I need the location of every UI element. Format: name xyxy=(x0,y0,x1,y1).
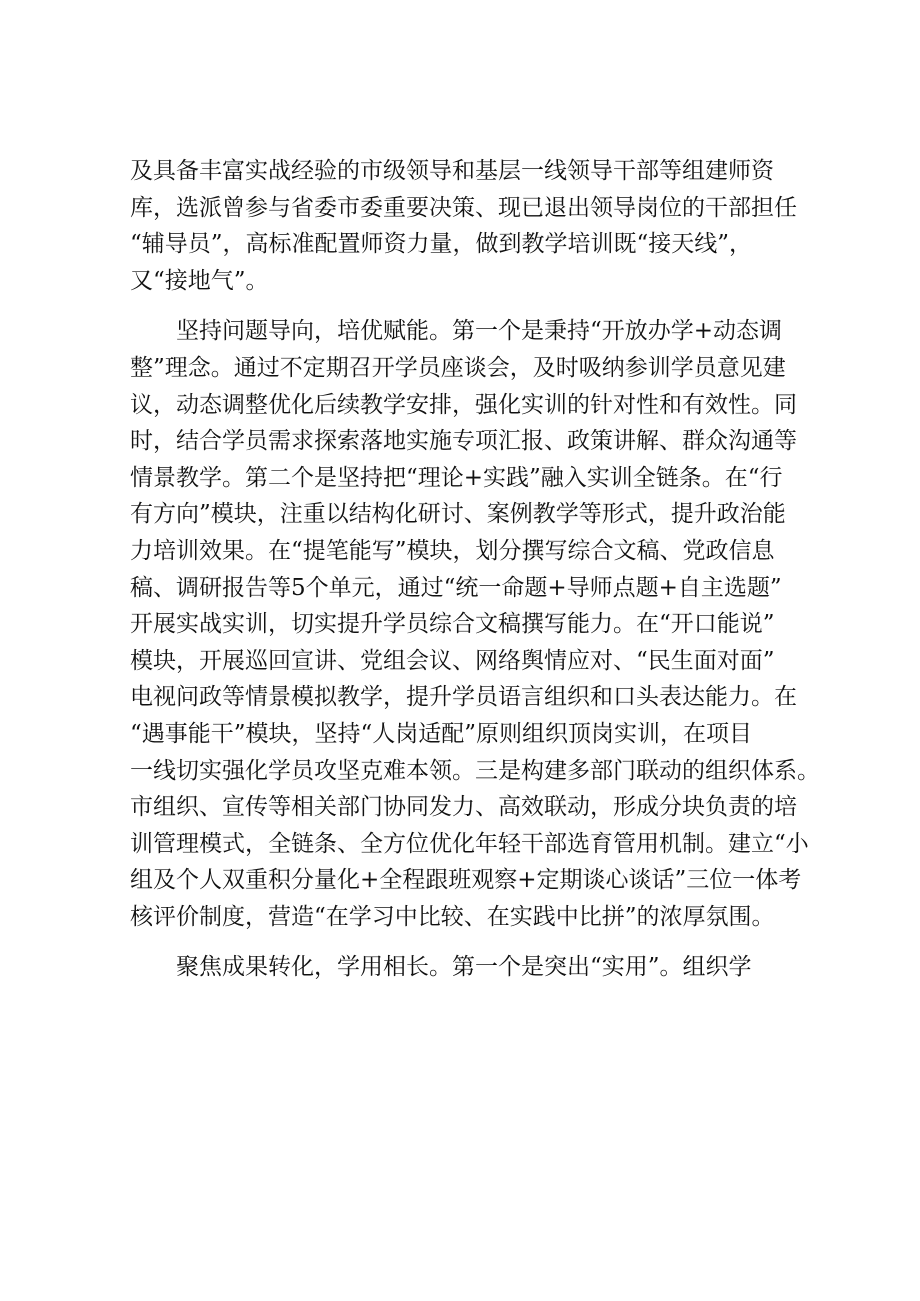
text-line: 及具备丰富实战经验的市级领导和基层一线领导干部等组建师资 xyxy=(130,158,774,184)
text-line: “辅导员”，高标准配置师资力量，做到教学培训既“接天线”， xyxy=(130,231,753,258)
text-line: 一线切实强化学员攻坚克难本领。三是构建多部门联动的组织体系。 xyxy=(130,757,820,784)
text-line: 组及个人双重积分量化+全程跟班观察+定期谈心谈话”三位一体考 xyxy=(130,867,802,894)
text-line: 库，选派曾参与省委市委重要决策、现已退出领导岗位的干部担任 xyxy=(130,194,797,221)
text-line: 核评价制度，营造“在学习中比较、在实践中比拼”的浓厚氛围。 xyxy=(130,903,775,930)
text-line: 有方向”模块，注重以结构化研讨、案例教学等形式，提升政治能 xyxy=(130,501,786,528)
text-line: 训管理模式，全链条、全方位优化年轻干部选育管用机制。建立“小 xyxy=(130,830,809,857)
text-line: 电视问政等情景模拟教学，提升学员语言组织和口头表达能力。在 xyxy=(130,684,797,711)
text-line: 整”理念。通过不定期召开学员座谈会，及时吸纳参训学员意见建 xyxy=(130,354,786,381)
paragraph-1 xyxy=(130,153,815,299)
text-line: 力培训效果。在“提笔能写”模块，划分撰写综合文稿、党政信息 xyxy=(130,537,775,564)
text-line: 开展实战实训，切实提升学员综合文稿撰写能力。在“开口能说” xyxy=(130,611,775,638)
text-line: 模块，开展巡回宣讲、党组会议、网络舆情应对、“民生面对面” xyxy=(130,647,775,674)
text-line: 情景教学。第二个是坚持把“理论+实践”融入实训全链条。在“行 xyxy=(130,464,783,491)
paragraph-3 xyxy=(130,949,815,986)
document-body xyxy=(130,153,820,986)
text-line: “遇事能干”模块，坚持“人岗适配”原则组织顶岗实训，在项目 xyxy=(130,720,753,747)
text-line: 议，动态调整优化后续教学安排，强化实训的针对性和有效性。同 xyxy=(130,391,797,418)
text-line: 坚持问题导向，培优赋能。第一个是秉持“开放办学+动态调 xyxy=(176,318,783,345)
text-line: 市组织、宣传等相关部门协同发力、高效联动，形成分块负责的培 xyxy=(130,794,797,821)
text-line: 又“接地气”。 xyxy=(130,267,269,294)
text-line: 聚焦成果转化，学用相长。第一个是突出“实用”。组织学 xyxy=(176,954,752,981)
text-line: 时，结合学员需求探索落地实施专项汇报、政策讲解、群众沟通等 xyxy=(130,428,797,455)
paragraph-2 xyxy=(130,313,820,935)
text-line: 稿、调研报告等5个单元，通过“统一命题+导师点题+自主选题” xyxy=(130,574,782,601)
